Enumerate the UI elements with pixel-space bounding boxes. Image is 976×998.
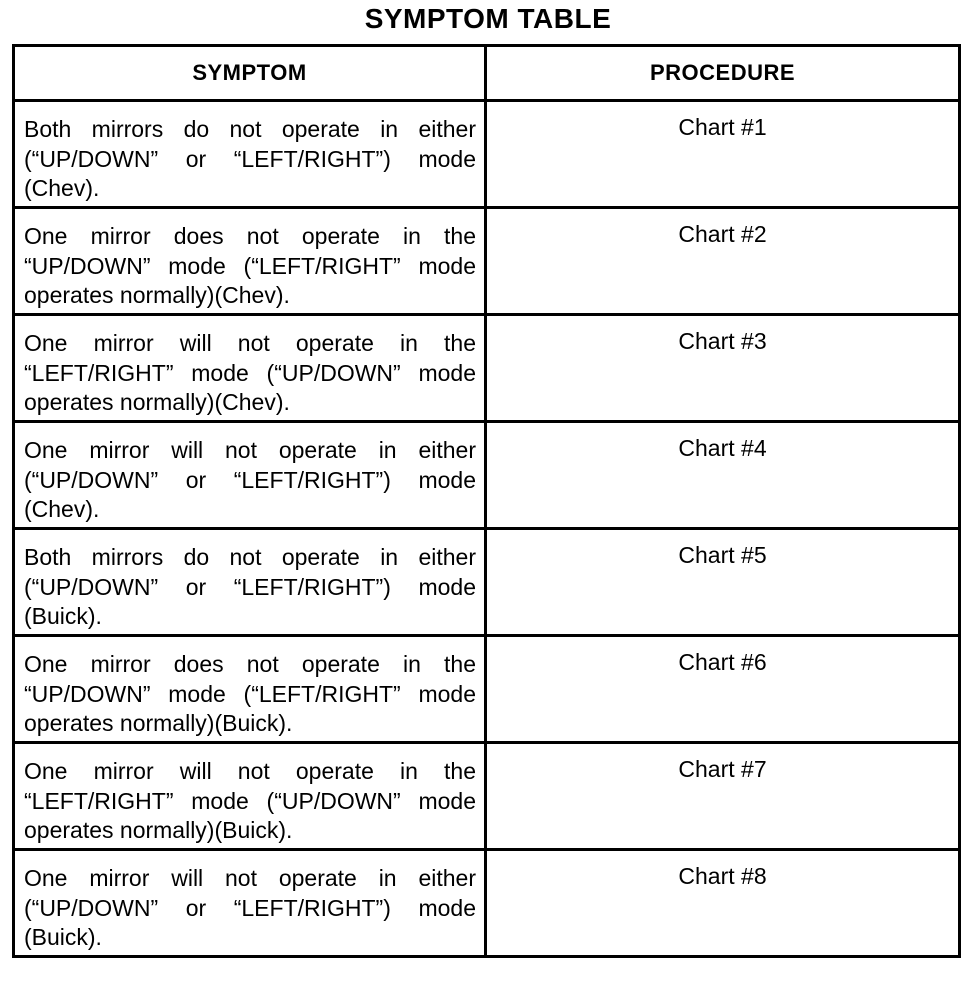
procedure-cell <box>486 743 960 850</box>
procedure-text: Chart #2 <box>678 221 767 247</box>
page-title: SYMPTOM TABLE <box>364 3 612 34</box>
symptom-cell <box>14 850 486 957</box>
symptom-cell <box>14 208 486 315</box>
table-row <box>14 315 960 422</box>
symptom-text: One mirror does not operate in the “UP/DOWN” mode (“LEFT/RIGHT” mode operates normally)(Chev). <box>24 223 476 308</box>
procedure-text: Chart #5 <box>678 542 767 568</box>
procedure-text: Chart #4 <box>678 435 767 461</box>
symptom-table <box>12 44 961 958</box>
symptom-text: One mirror will not operate in the “LEFT/RIGHT” mode (“UP/DOWN” mode operates normally)(Chev). <box>24 330 476 415</box>
procedure-cell <box>486 636 960 743</box>
table-header-row <box>14 46 960 101</box>
table-row <box>14 529 960 636</box>
procedure-text: Chart #3 <box>678 328 767 354</box>
column-header-procedure: PROCEDURE <box>486 46 960 101</box>
symptom-text: Both mirrors do not operate in either (“UP/DOWN” or “LEFT/RIGHT”) mode (Chev). <box>24 116 476 201</box>
procedure-text: Chart #1 <box>678 114 767 140</box>
symptom-text: One mirror will not operate in either (“UP/DOWN” or “LEFT/RIGHT”) mode (Chev). <box>24 437 476 522</box>
symptom-cell <box>14 101 486 208</box>
column-header-symptom: SYMPTOM <box>14 46 486 101</box>
table-row <box>14 101 960 208</box>
symptom-cell <box>14 743 486 850</box>
table-row <box>14 636 960 743</box>
procedure-text: Chart #6 <box>678 649 767 675</box>
symptom-text: Both mirrors do not operate in either (“UP/DOWN” or “LEFT/RIGHT”) mode (Buick). <box>24 544 476 629</box>
procedure-cell <box>486 315 960 422</box>
symptom-cell <box>14 315 486 422</box>
symptom-text: One mirror will not operate in the “LEFT/RIGHT” mode (“UP/DOWN” mode operates normally)(Buick). <box>24 758 476 843</box>
symptom-text: One mirror will not operate in either (“UP/DOWN” or “LEFT/RIGHT”) mode (Buick). <box>24 865 476 950</box>
symptom-text: One mirror does not operate in the “UP/DOWN” mode (“LEFT/RIGHT” mode operates normally)(Buick). <box>24 651 476 736</box>
procedure-cell <box>486 422 960 529</box>
procedure-text: Chart #8 <box>678 863 767 889</box>
procedure-cell <box>486 101 960 208</box>
procedure-cell <box>486 208 960 315</box>
symptom-cell <box>14 636 486 743</box>
table-row <box>14 208 960 315</box>
table-row <box>14 743 960 850</box>
procedure-cell <box>486 529 960 636</box>
procedure-cell <box>486 850 960 957</box>
symptom-cell <box>14 529 486 636</box>
symptom-cell <box>14 422 486 529</box>
procedure-text: Chart #7 <box>678 756 767 782</box>
table-row <box>14 850 960 957</box>
table-row <box>14 422 960 529</box>
